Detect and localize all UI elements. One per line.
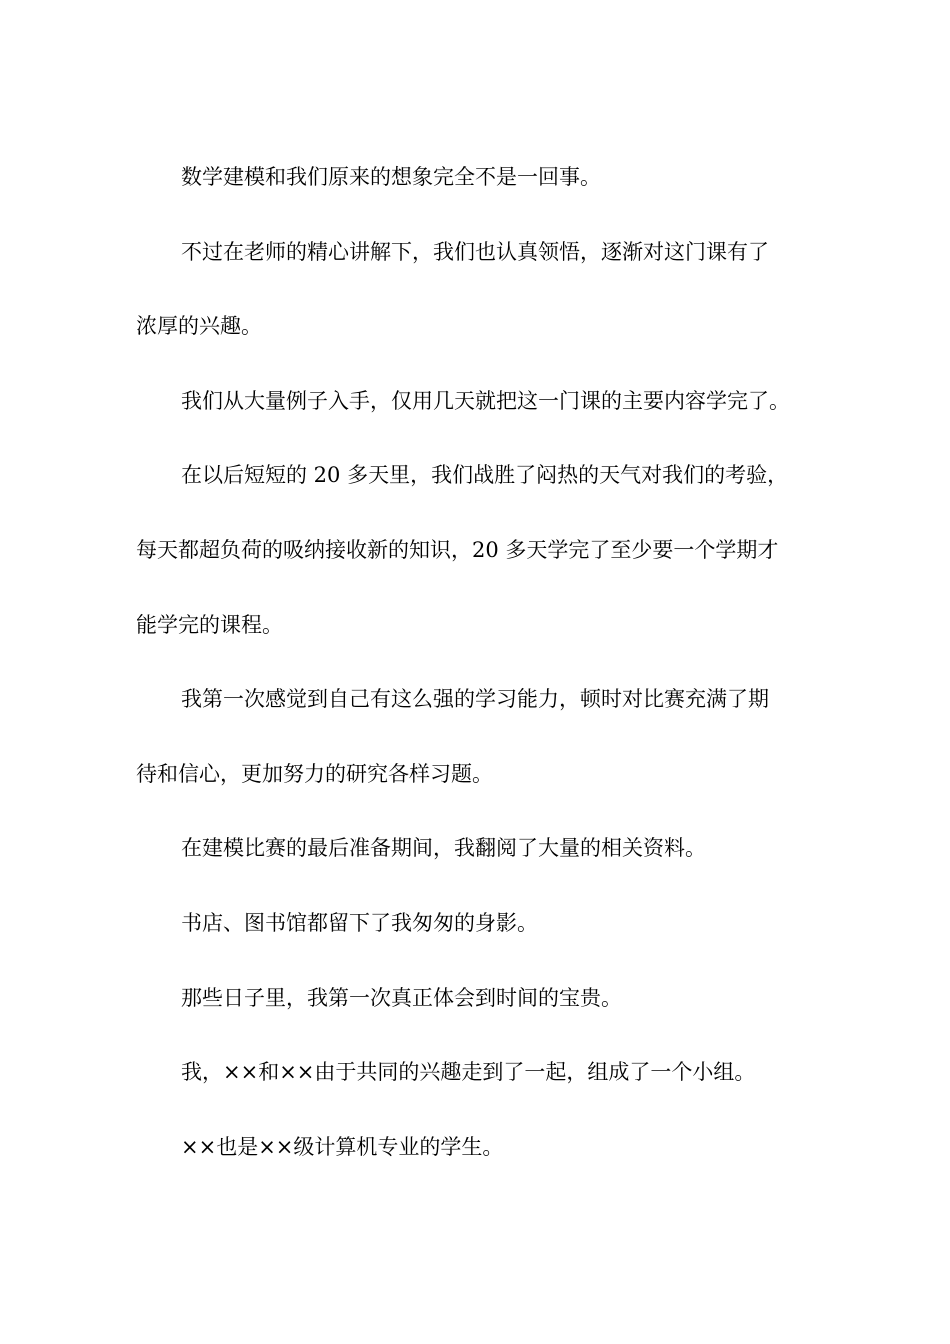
document-body [136, 140, 826, 1184]
paragraph-line: 书店、图书馆都留下了我匆匆的身影。 [181, 910, 538, 935]
paragraph-line: 不过在老师的精心讲解下，我们也认真领悟，逐渐对这门课有了 [181, 239, 769, 264]
paragraph [136, 215, 826, 364]
paragraph-line: ××也是××级计算机专业的学生。 [181, 1134, 504, 1159]
paragraph-line: 能学完的课程。 [136, 612, 283, 637]
paragraph [136, 886, 826, 961]
paragraph-line: 在以后短短的 20 多天里，我们战胜了闷热的天气对我们的考验， [181, 463, 789, 488]
paragraph [136, 662, 826, 811]
paragraph-line: 我第一次感觉到自己有这么强的学习能力，顿时对比赛充满了期 [181, 687, 769, 712]
paragraph [136, 140, 826, 215]
paragraph-line: 待和信心，更加努力的研究各样习题。 [136, 761, 493, 786]
paragraph-line: 那些日子里，我第一次真正体会到时间的宝贵。 [181, 985, 622, 1010]
paragraph-line: 我，××和××由于共同的兴趣走到了一起，组成了一个小组。 [181, 1060, 756, 1085]
paragraph [136, 1110, 826, 1185]
paragraph-line: 每天都超负荷的吸纳接收新的知识，20 多天学完了至少要一个学期才 [136, 537, 779, 562]
paragraph [136, 438, 826, 662]
paragraph [136, 1035, 826, 1110]
paragraph-line: 我们从大量例子入手，仅用几天就把这一门课的主要内容学完了。 [181, 388, 790, 413]
paragraph [136, 961, 826, 1036]
paragraph [136, 811, 826, 886]
paragraph-line: 浓厚的兴趣。 [136, 314, 262, 339]
paragraph-line: 数学建模和我们原来的想象完全不是一回事。 [181, 165, 601, 189]
paragraph [136, 364, 826, 439]
paragraph-line: 在建模比赛的最后准备期间，我翻阅了大量的相关资料。 [181, 836, 706, 861]
